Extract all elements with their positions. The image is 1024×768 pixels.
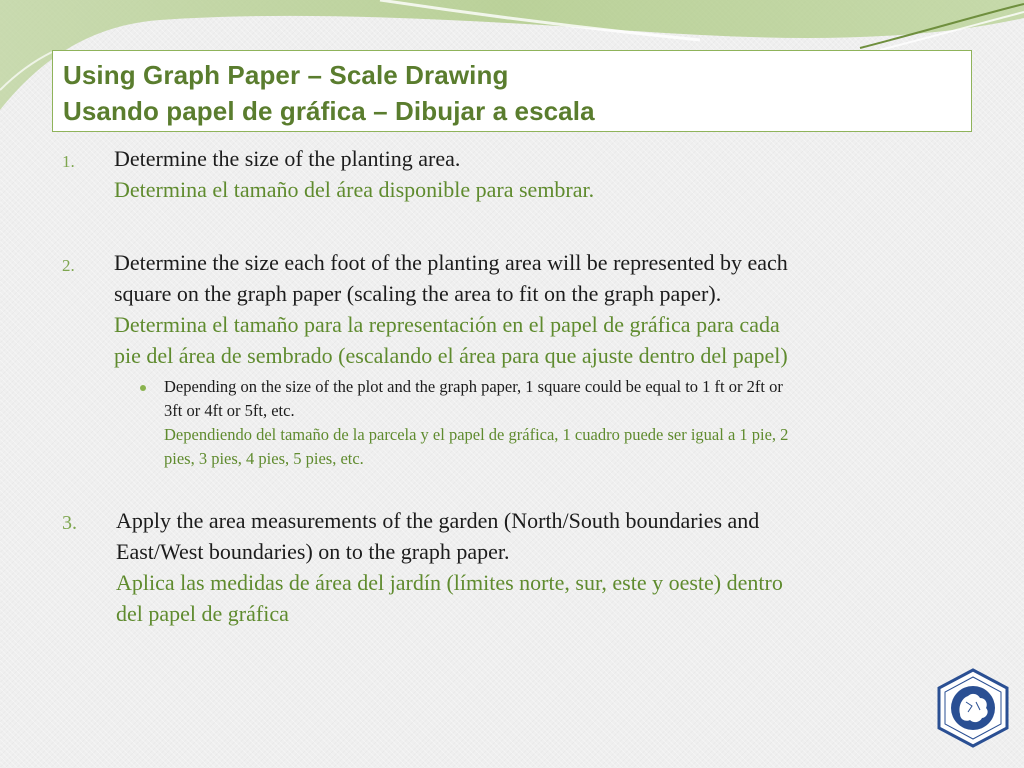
step-1-number: 1.: [62, 152, 75, 171]
step-3-english-line-1: Apply the area measurements of the garden (North/South boundaries and: [116, 508, 760, 533]
step-2-english-line-2: square on the graph paper (scaling the area to fit on the graph paper).: [114, 281, 722, 306]
slide-title-english: Using Graph Paper – Scale Drawing: [63, 60, 509, 90]
step-1-spanish-line-1: Determina el tamaño del área disponible para sembrar.: [114, 177, 595, 202]
step-2-english-line-1: Determine the size each foot of the planting area will be represented by each: [114, 250, 788, 275]
step-3-spanish-line-1: Aplica las medidas de área del jardín (límites norte, sur, este y oeste) dentro: [116, 570, 783, 595]
step-2-sub-bullet: [164, 375, 788, 471]
hexagon-seal-logo-icon: [936, 668, 1010, 748]
sub-bullet-dot: [140, 385, 146, 391]
step-2-number: 2.: [62, 256, 75, 275]
step-3-number: 3.: [62, 512, 77, 534]
step-2-spanish-line-1: Determina el tamaño para la representación en el papel de gráfica para cada: [114, 312, 780, 337]
step-1-text: [114, 143, 594, 205]
sub-bullet-english-line-1: Depending on the size of the plot and the graph paper, 1 square could be equal to 1 ft or 2ft or: [164, 377, 783, 396]
sub-bullet-english-line-2: 3ft or 4ft or 5ft, etc.: [164, 401, 295, 420]
step-2-text: [114, 247, 788, 371]
step-3-english-line-2: East/West boundaries) on to the graph paper.: [116, 539, 510, 564]
slide-title-spanish: Usando papel de gráfica – Dibujar a escala: [63, 96, 595, 126]
step-1-english-line-1: Determine the size of the planting area.: [114, 146, 461, 171]
step-3-text: [116, 505, 783, 629]
step-2-spanish-line-2: pie del área de sembrado (escalando el área para que ajuste dentro del papel): [114, 343, 788, 368]
sub-bullet-spanish-line-2: pies, 3 pies, 4 pies, 5 pies, etc.: [164, 449, 364, 468]
step-3-spanish-line-2: del papel de gráfica: [116, 601, 289, 626]
sub-bullet-spanish-line-1: Dependiendo del tamaño de la parcela y el papel de gráfica, 1 cuadro puede ser igual a 1 pie, 2: [164, 425, 789, 444]
